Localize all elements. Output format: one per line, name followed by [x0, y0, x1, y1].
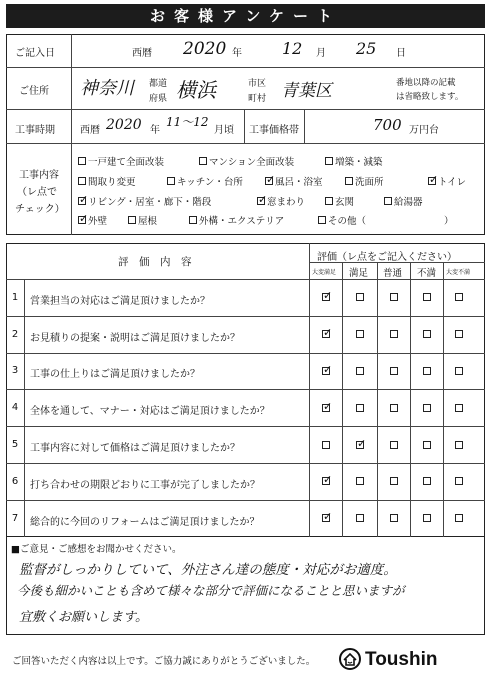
checkbox[interactable]	[78, 193, 89, 206]
work-option[interactable]	[199, 154, 294, 168]
checkbox[interactable]	[384, 197, 392, 205]
period-era: 西暦	[80, 125, 100, 136]
work-option-label: 洗面所	[355, 177, 384, 188]
work-option-label: トイレ	[438, 177, 467, 188]
work-option-label: その他（	[328, 216, 367, 227]
price-unit: 万円台	[409, 125, 439, 136]
check-mark-icon: ✓	[266, 173, 276, 186]
checkbox[interactable]	[318, 216, 326, 224]
rating-column-label: 普通	[383, 268, 403, 279]
divider	[6, 426, 485, 427]
footer-thanks: ご回答いただく内容は以上です。ご協力誠にありがとうございました。	[12, 656, 316, 667]
work-options	[78, 150, 483, 230]
question-text: 営業担当の対応はご満足頂けましたか？	[30, 296, 210, 307]
check-mark-icon: ✓	[79, 212, 89, 225]
question-text: 工事内容に対して価格はご満足頂けましたか？	[30, 443, 240, 454]
check-mark-icon: ✓	[323, 510, 333, 524]
check-mark-icon: ✓	[79, 193, 89, 206]
work-option[interactable]	[257, 194, 305, 208]
checkbox[interactable]	[189, 216, 197, 224]
divider	[377, 262, 378, 537]
work-option-label: 外構・エクステリア	[199, 216, 285, 227]
checkbox[interactable]	[78, 212, 89, 225]
work-option-label: 風呂・浴室	[275, 177, 323, 188]
divider	[309, 262, 485, 263]
date-month-unit: 月	[316, 48, 326, 59]
divider	[6, 353, 485, 354]
divider	[244, 109, 245, 143]
check-mark-icon: ✓	[357, 436, 367, 450]
work-option[interactable]	[128, 213, 157, 227]
divider	[6, 143, 485, 144]
work-option[interactable]	[78, 213, 107, 227]
divider	[24, 279, 25, 537]
question-text: お見積りの提案・説明はご満足頂けましたか？	[30, 333, 240, 344]
address-prefecture-value: 神奈川	[80, 78, 134, 99]
prefecture-unit-bottom: 府県	[149, 94, 168, 104]
divider	[6, 109, 485, 110]
work-label-line2: （レ点で	[17, 187, 57, 198]
address-ward-value: 青葉区	[281, 81, 332, 101]
question-number: 1	[11, 292, 19, 303]
rating-column-label: 満足	[349, 268, 369, 279]
divider	[6, 500, 485, 501]
divider	[71, 34, 72, 235]
work-option-label: リビング・居室・廊下・階段	[88, 197, 212, 208]
question-text: 全体を通して、マナー・対応はご満足頂けましたか？	[30, 406, 270, 417]
checkbox[interactable]	[325, 157, 333, 165]
period-year-unit: 年	[150, 125, 160, 136]
question-number: 4	[11, 402, 19, 413]
house-logo-icon	[339, 648, 361, 670]
comments-label: ■ご意見・ご感想をお聞かせください。	[11, 544, 182, 555]
address-note-line1: 番地以降の記載	[396, 78, 456, 88]
comment-line: 今後も細かいことも含めて様々な部分で評価になることと思いますが	[17, 583, 405, 598]
question-text: 総合的に今回のリフォームはご満足頂けましたか？	[30, 517, 260, 528]
check-mark-icon: ✓	[429, 173, 439, 186]
work-option[interactable]	[428, 174, 466, 188]
evaluation-items-header: 評 価 内 容	[118, 256, 192, 268]
divider	[309, 243, 310, 537]
checkbox[interactable]	[345, 177, 353, 185]
checkbox[interactable]	[199, 157, 207, 165]
checkbox[interactable]	[78, 157, 86, 165]
period-month-unit: 月頃	[214, 125, 234, 136]
work-label-line3: チェック）	[15, 204, 65, 215]
comment-line: 監督がしっかりしていて、外注さん達の態度・対応がお適度。	[19, 562, 397, 578]
date-year-unit: 年	[232, 48, 242, 59]
date-year-value: 2020	[183, 39, 227, 59]
period-label: 工事時期	[15, 125, 55, 136]
comment-line: 宜敷くお願いします。	[19, 610, 148, 625]
check-mark-icon: ✓	[323, 326, 333, 340]
work-option-label: 増築・減築	[335, 157, 383, 168]
divider	[6, 316, 485, 317]
survey-title: お客様アンケート	[6, 4, 485, 28]
question-number: 7	[11, 513, 19, 524]
date-day-value: 25	[356, 39, 377, 58]
question-text: 工事の仕上りはご満足頂けましたか？	[30, 369, 200, 380]
work-option[interactable]	[384, 194, 423, 208]
divider	[6, 67, 485, 68]
question-number: 5	[11, 439, 19, 450]
work-label-line1: 工事内容	[19, 170, 59, 181]
work-option-label: 給湯器	[394, 197, 423, 208]
checkbox[interactable]	[325, 197, 333, 205]
work-option-label: マンション全面改装	[209, 157, 295, 168]
checkbox[interactable]	[428, 173, 439, 186]
work-option-label: 間取り変更	[88, 177, 136, 188]
rating-column-label: 大変不満	[446, 269, 471, 276]
work-option-label: 一戸建て全面改装	[88, 157, 165, 168]
date-label: ご記入日	[15, 48, 55, 59]
divider	[342, 262, 343, 537]
address-city-value: 横浜	[176, 78, 216, 102]
work-option-label: 玄関	[335, 197, 355, 208]
rating-column-label: 大変満足	[312, 269, 337, 276]
divider	[6, 463, 485, 464]
rating-column-label: 不満	[417, 268, 437, 279]
work-option[interactable]	[318, 213, 366, 227]
check-mark-icon: ✓	[323, 363, 333, 376]
work-option[interactable]	[325, 194, 354, 208]
city-unit-top: 市区	[248, 79, 267, 89]
work-option-label: キッチン・台所	[177, 177, 243, 188]
divider	[304, 109, 305, 143]
question-number: 2	[11, 329, 19, 340]
check-mark-icon: ✓	[323, 399, 333, 413]
date-era: 西暦	[132, 48, 152, 59]
work-option[interactable]	[78, 154, 164, 168]
city-unit-bottom: 町村	[248, 94, 267, 104]
other-close-paren: ）	[444, 216, 454, 227]
evaluation-rating-header: 評価（レ点をご記入ください）	[317, 252, 457, 263]
check-mark-icon: ✓	[323, 473, 333, 487]
question-text: 打ち合わせの期限どおりに工事が完了しましたか？	[30, 480, 260, 491]
work-option-label: 窓まわり	[267, 197, 306, 208]
evaluation-table	[6, 243, 485, 537]
prefecture-unit-top: 都道	[149, 79, 168, 89]
check-mark-icon: ✓	[323, 289, 333, 303]
question-number: 3	[11, 365, 19, 376]
work-option[interactable]	[189, 213, 284, 227]
period-year-value: 2020	[106, 117, 142, 133]
divider	[6, 279, 485, 280]
work-option[interactable]	[325, 154, 383, 168]
work-option-label: 屋根	[138, 216, 158, 227]
work-option[interactable]	[78, 194, 211, 208]
period-month-value: 11〜12	[166, 115, 209, 129]
date-month-value: 12	[282, 39, 303, 58]
work-option-label: 外壁	[88, 216, 108, 227]
checkbox[interactable]	[78, 177, 86, 185]
divider	[6, 389, 485, 390]
work-option[interactable]	[167, 174, 243, 188]
address-note-line2: は省略致します。	[396, 92, 464, 102]
divider	[410, 262, 411, 537]
checkbox[interactable]	[265, 173, 276, 186]
work-option[interactable]	[265, 174, 323, 188]
date-day-unit: 日	[396, 48, 406, 59]
brand-name: Toushin	[365, 649, 438, 670]
address-label: ご住所	[19, 86, 49, 97]
work-option[interactable]	[78, 174, 136, 188]
checkbox[interactable]	[257, 193, 268, 206]
check-mark-icon: ✓	[258, 193, 268, 206]
work-option[interactable]	[345, 174, 384, 188]
price-value: 700	[373, 116, 402, 134]
checkbox[interactable]	[167, 177, 175, 185]
question-number: 6	[11, 476, 19, 487]
checkbox[interactable]	[128, 216, 136, 224]
divider	[443, 262, 444, 537]
price-label: 工事価格帯	[249, 125, 299, 136]
